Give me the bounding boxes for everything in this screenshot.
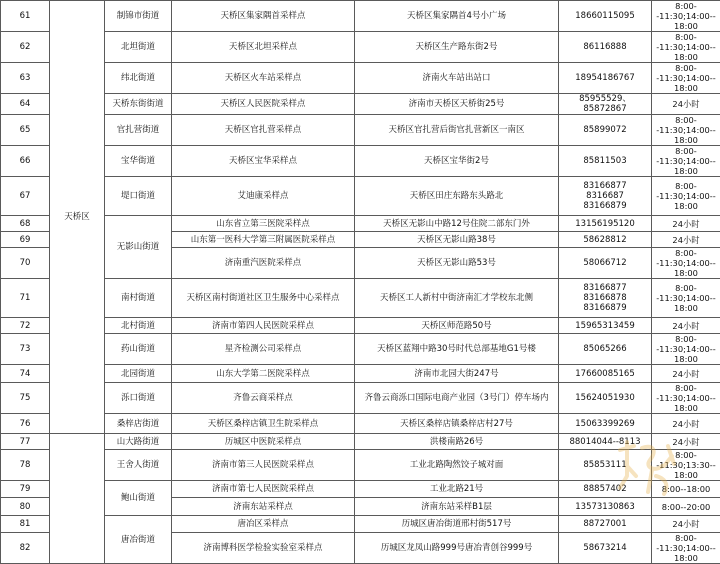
table-row (1, 94, 720, 115)
street-cell: 宝华街道 (105, 146, 172, 177)
contact-phone-line: 18954186767 (561, 73, 649, 83)
contact-phone-line: 85853111 (561, 460, 649, 470)
table-row (1, 450, 720, 481)
site-name: 天桥区火车站采样点 (172, 63, 355, 94)
contact-phone (559, 365, 652, 383)
site-name: 济南博科医学检验实验室采样点 (172, 533, 355, 564)
contact-phone (559, 94, 652, 115)
service-hours-line: 8:00--11:30;14:00-- (654, 334, 718, 354)
row-number: 67 (1, 177, 50, 216)
site-address: 天桥区无影山路53号 (355, 248, 559, 279)
street-cell: 制锦市街道 (105, 1, 172, 32)
row-number: 78 (1, 450, 50, 481)
site-name: 济南东站采样点 (172, 498, 355, 516)
contact-phone-line: 83166878 (561, 293, 649, 303)
table-row (1, 1, 720, 32)
service-hours-line: 24小时 (654, 419, 718, 429)
service-hours (652, 94, 720, 115)
table-row (1, 334, 720, 365)
street-cell: 官扎营街道 (105, 115, 172, 146)
row-number: 65 (1, 115, 50, 146)
site-address: 历城区唐冶街道邢村街517号 (355, 516, 559, 533)
service-hours (652, 533, 720, 564)
site-address: 天桥区无影山中路12号住院二部东门外 (355, 216, 559, 232)
contact-phone-line: 58066712 (561, 258, 649, 268)
row-number: 80 (1, 498, 50, 516)
site-name: 天桥区桑梓店镇卫生院采样点 (172, 414, 355, 434)
site-address: 天桥区工人新村中街济南汇才学校东北侧 (355, 279, 559, 318)
service-hours (652, 279, 720, 318)
contact-phone-line: 88014044--8113 (561, 437, 649, 447)
service-hours (652, 216, 720, 232)
contact-phone (559, 516, 652, 533)
service-hours (652, 177, 720, 216)
site-name: 天桥区集家隅首采样点 (172, 1, 355, 32)
service-hours (652, 318, 720, 334)
site-name: 唐冶区采样点 (172, 516, 355, 533)
service-hours-line: 24小时 (654, 99, 718, 109)
contact-phone-line: 15063399269 (561, 419, 649, 429)
table-body (1, 1, 720, 564)
service-hours (652, 414, 720, 434)
service-hours-line: 18:00 (654, 52, 718, 62)
table-row (1, 481, 720, 498)
service-hours (652, 1, 720, 32)
site-name: 济南重汽医院采样点 (172, 248, 355, 279)
contact-phone (559, 232, 652, 248)
street-cell: 纬北街道 (105, 63, 172, 94)
contact-phone (559, 146, 652, 177)
service-hours-line: 8:00--11:30;14:00-- (654, 146, 718, 166)
site-name: 山东省立第三医院采样点 (172, 216, 355, 232)
row-number: 66 (1, 146, 50, 177)
service-hours (652, 383, 720, 414)
contact-phone (559, 177, 652, 216)
site-name: 天桥区官扎营采样点 (172, 115, 355, 146)
row-number: 62 (1, 32, 50, 63)
site-address: 天桥区生产路东街2号 (355, 32, 559, 63)
service-hours-line: 8:00--11:30;14:00-- (654, 63, 718, 83)
service-hours-line: 24小时 (654, 437, 718, 447)
contact-phone-line: 83166877 (561, 181, 649, 191)
site-name: 天桥区宝华采样点 (172, 146, 355, 177)
table-row (1, 63, 720, 94)
site-name: 星齐检测公司采样点 (172, 334, 355, 365)
service-hours-line: 18:00 (654, 470, 718, 480)
contact-phone (559, 248, 652, 279)
street-cell: 天桥东街街道 (105, 94, 172, 115)
site-address: 天桥区蓝翔中路30号时代总部基地G1号楼 (355, 334, 559, 365)
street-cell: 堤口街道 (105, 177, 172, 216)
service-hours (652, 115, 720, 146)
service-hours-line: 18:00 (654, 83, 718, 93)
street-cell: 北园街道 (105, 365, 172, 383)
contact-phone-line: 15624051930 (561, 393, 649, 403)
contact-phone (559, 279, 652, 318)
contact-phone-line: 17660085165 (561, 369, 649, 379)
service-hours-line: 8:00--18:00 (654, 484, 718, 494)
row-number: 82 (1, 533, 50, 564)
service-hours (652, 450, 720, 481)
service-hours-line: 8:00--11:30;14:00-- (654, 248, 718, 268)
service-hours-line: 24小时 (654, 235, 718, 245)
contact-phone-line: 83166879 (561, 201, 649, 211)
service-hours-line: 24小时 (654, 519, 718, 529)
contact-phone-line: 8316687 (561, 191, 649, 201)
service-hours (652, 516, 720, 533)
street-cell: 唐冶街道 (105, 516, 172, 564)
row-number: 68 (1, 216, 50, 232)
site-name: 山东第一医科大学第三附属医院采样点 (172, 232, 355, 248)
service-hours-line: 18:00 (654, 21, 718, 31)
district-cell (50, 434, 105, 564)
service-hours (652, 32, 720, 63)
service-hours-line: 18:00 (654, 354, 718, 364)
street-cell: 山大路街道 (105, 434, 172, 450)
table-row (1, 115, 720, 146)
street-cell: 北坦街道 (105, 32, 172, 63)
row-number: 73 (1, 334, 50, 365)
contact-phone-line: 85065266 (561, 344, 649, 354)
table-row (1, 216, 720, 232)
service-hours-line: 18:00 (654, 268, 718, 278)
site-name: 济南市第四人民医院采样点 (172, 318, 355, 334)
row-number: 74 (1, 365, 50, 383)
site-address: 天桥区无影山路38号 (355, 232, 559, 248)
site-address: 齐鲁云商泺口国际电商产业园（3号门）停车场内 (355, 383, 559, 414)
service-hours-line: 8:00--20:00 (654, 502, 718, 512)
contact-phone-line: 58673214 (561, 543, 649, 553)
row-number: 77 (1, 434, 50, 450)
service-hours (652, 481, 720, 498)
table-row (1, 32, 720, 63)
service-hours-line: 18:00 (654, 135, 718, 145)
site-address: 天桥区宝华街2号 (355, 146, 559, 177)
service-hours-line: 8:00--11:30;14:00-- (654, 1, 718, 21)
service-hours (652, 63, 720, 94)
table-row (1, 177, 720, 216)
service-hours-line: 8:00--11:30;13:30-- (654, 450, 718, 470)
contact-phone (559, 481, 652, 498)
site-address: 济南市北园大街247号 (355, 365, 559, 383)
street-cell: 桑梓店街道 (105, 414, 172, 434)
row-number: 61 (1, 1, 50, 32)
row-number: 71 (1, 279, 50, 318)
row-number: 70 (1, 248, 50, 279)
site-name: 天桥区南村街道社区卫生服务中心采样点 (172, 279, 355, 318)
service-hours-line: 24小时 (654, 219, 718, 229)
contact-phone (559, 115, 652, 146)
contact-phone-line: 85955529、85872867 (561, 94, 649, 114)
street-cell: 泺口街道 (105, 383, 172, 414)
street-cell: 鲍山街道 (105, 481, 172, 516)
service-hours-line: 18:00 (654, 553, 718, 563)
contact-phone-line: 88857402 (561, 484, 649, 494)
district-cell: 天桥区 (50, 1, 105, 434)
row-number: 64 (1, 94, 50, 115)
contact-phone-line: 85811503 (561, 156, 649, 166)
row-number: 79 (1, 481, 50, 498)
site-address: 济南东站采样B1层 (355, 498, 559, 516)
table-row (1, 318, 720, 334)
street-cell: 药山街道 (105, 334, 172, 365)
table-row (1, 146, 720, 177)
street-cell: 南村街道 (105, 279, 172, 318)
site-address: 济南火车站出站口 (355, 63, 559, 94)
contact-phone (559, 533, 652, 564)
service-hours-line: 8:00--11:30;14:00-- (654, 115, 718, 135)
contact-phone-line: 86116888 (561, 42, 649, 52)
site-address: 历城区龙凤山路999号唐冶青创谷999号 (355, 533, 559, 564)
service-hours (652, 232, 720, 248)
service-hours-line: 18:00 (654, 403, 718, 413)
site-name: 济南市第七人民医院采样点 (172, 481, 355, 498)
service-hours (652, 434, 720, 450)
table-row (1, 414, 720, 434)
contact-phone-line: 58628812 (561, 235, 649, 245)
service-hours-line: 8:00--11:30;14:00-- (654, 383, 718, 403)
contact-phone-line: 83166879 (561, 303, 649, 313)
row-number: 75 (1, 383, 50, 414)
contact-phone-line: 83166877 (561, 283, 649, 293)
row-number: 69 (1, 232, 50, 248)
row-number: 63 (1, 63, 50, 94)
service-hours-line: 24小时 (654, 369, 718, 379)
table-row (1, 434, 720, 450)
contact-phone-line: 13156195120 (561, 219, 649, 229)
service-hours-line: 8:00--11:30;14:00-- (654, 32, 718, 52)
street-cell: 王舍人街道 (105, 450, 172, 481)
contact-phone-line: 88727001 (561, 519, 649, 529)
table-row (1, 279, 720, 318)
contact-phone (559, 383, 652, 414)
site-address: 天桥区官扎营后街官扎营新区一南区 (355, 115, 559, 146)
service-hours-line: 8:00--11:30;14:00-- (654, 181, 718, 201)
service-hours-line: 8:00--11:30;14:00-- (654, 283, 718, 303)
contact-phone-line: 13573130863 (561, 502, 649, 512)
table-row (1, 516, 720, 533)
site-name: 天桥区北坦采样点 (172, 32, 355, 63)
service-hours (652, 248, 720, 279)
site-name: 齐鲁云商采样点 (172, 383, 355, 414)
service-hours (652, 334, 720, 365)
service-hours-line: 18:00 (654, 201, 718, 211)
contact-phone-line: 85899072 (561, 125, 649, 135)
site-address: 天桥区集家隅首4号小广场 (355, 1, 559, 32)
row-number: 76 (1, 414, 50, 434)
site-address: 工业北路21号 (355, 481, 559, 498)
service-hours-line: 18:00 (654, 166, 718, 176)
contact-phone (559, 32, 652, 63)
contact-phone (559, 334, 652, 365)
site-address: 天桥区师范路50号 (355, 318, 559, 334)
contact-phone (559, 1, 652, 32)
contact-phone-line: 18660115095 (561, 11, 649, 21)
row-number: 81 (1, 516, 50, 533)
service-hours-line: 24小时 (654, 321, 718, 331)
site-address: 济南市天桥区天桥街25号 (355, 94, 559, 115)
contact-phone (559, 318, 652, 334)
contact-phone (559, 216, 652, 232)
table-row (1, 383, 720, 414)
site-name: 天桥区人民医院采样点 (172, 94, 355, 115)
site-address: 天桥区田庄东路东头路北 (355, 177, 559, 216)
service-hours-line: 8:00--11:30;14:00-- (654, 533, 718, 553)
site-address: 洪楼南路26号 (355, 434, 559, 450)
contact-phone (559, 450, 652, 481)
service-hours (652, 365, 720, 383)
service-hours (652, 146, 720, 177)
service-hours-line: 18:00 (654, 303, 718, 313)
street-cell: 北村街道 (105, 318, 172, 334)
site-name: 济南市第三人民医院采样点 (172, 450, 355, 481)
contact-phone (559, 434, 652, 450)
site-address: 天桥区桑梓店镇桑梓店村27号 (355, 414, 559, 434)
contact-phone (559, 414, 652, 434)
contact-phone-line: 15965313459 (561, 321, 649, 331)
table-row (1, 365, 720, 383)
street-cell: 无影山街道 (105, 216, 172, 279)
row-number: 72 (1, 318, 50, 334)
contact-phone (559, 63, 652, 94)
site-name: 山东大学第二医院采样点 (172, 365, 355, 383)
site-name: 历城区中医院采样点 (172, 434, 355, 450)
site-address: 工业北路陶然饺子城对面 (355, 450, 559, 481)
site-name: 艾迪康采样点 (172, 177, 355, 216)
